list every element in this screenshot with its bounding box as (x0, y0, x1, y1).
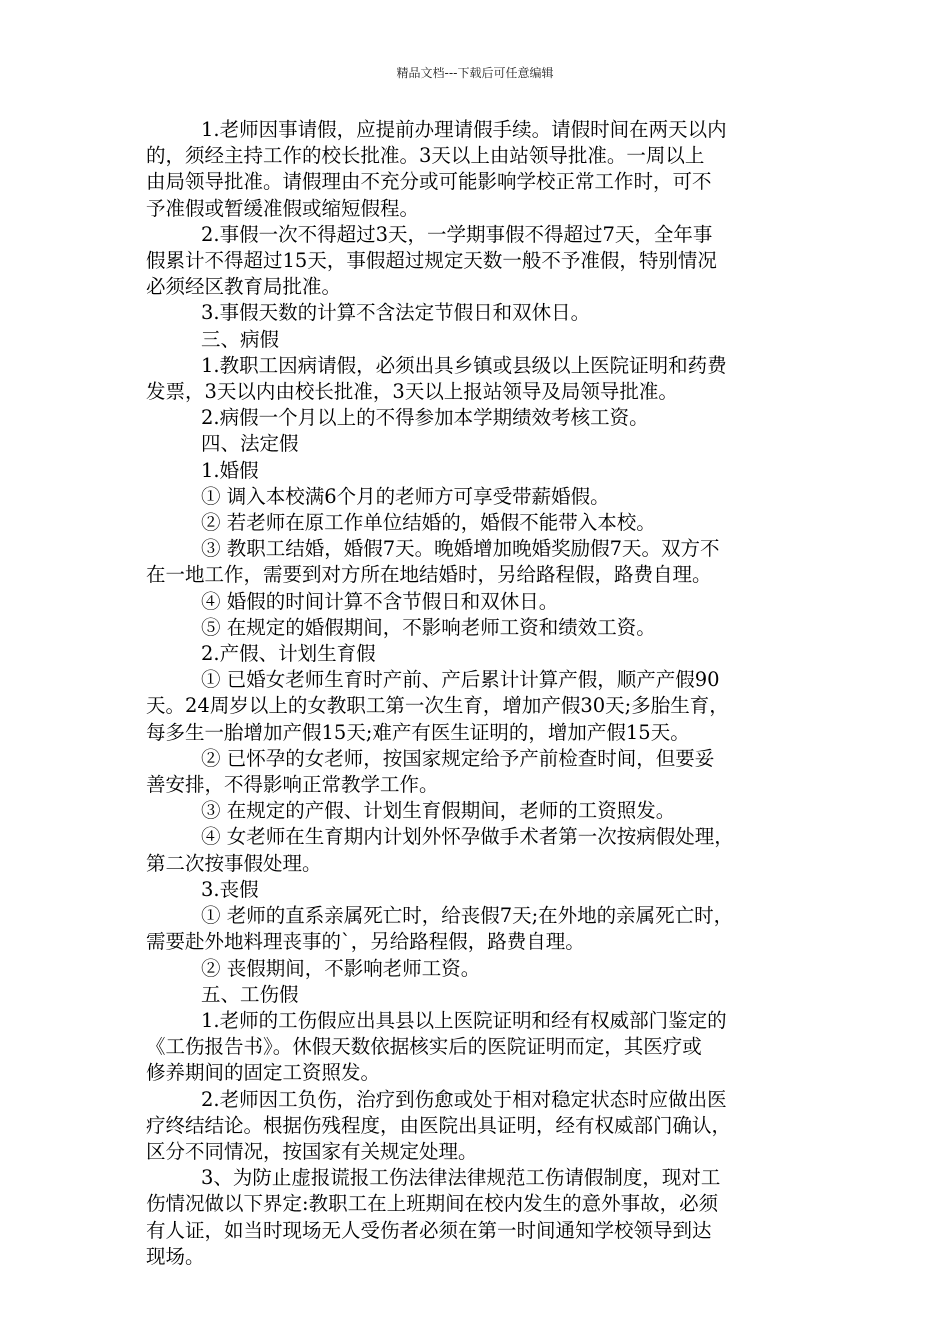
text-line: 善安排，不得影响正常教学工作。 (146, 773, 439, 797)
text-line: 四、法定假 (201, 432, 299, 456)
text-line: ③ 在规定的产假、计划生育假期间，老师的工资照发。 (201, 799, 676, 823)
text-line: 3.事假天数的计算不含法定节假日和双休日。 (201, 301, 591, 325)
text-line: ② 丧假期间，不影响老师工资。 (201, 956, 481, 980)
text-line: 现场。 (146, 1244, 205, 1268)
text-line: 的，须经主持工作的校长批准。3天以上由站领导批准。一周以上 (146, 144, 705, 168)
text-line: 由局领导批准。请假理由不充分或可能影响学校正常工作时，可不 (146, 170, 712, 194)
text-line: 修养期间的固定工资照发。 (146, 1061, 381, 1085)
text-line: 需要赴外地料理丧事的`，另给路程假，路费自理。 (146, 930, 585, 954)
text-line: ① 已婚女老师生育时产前、产后累计计算产假，顺产产假90 (201, 668, 720, 692)
text-line: ① 调入本校满6个月的老师方可享受带薪婚假。 (201, 484, 610, 508)
text-line: 3、为防止虚报谎报工伤法律法律规范工伤请假制度，现对工 (201, 1166, 721, 1190)
text-line: 天。24周岁以上的女教职工第一次生育，增加产假30天;多胎生育， (146, 694, 729, 718)
text-line: 伤情况做以下界定:教职工在上班期间在校内发生的意外事故，必须 (146, 1192, 719, 1216)
text-line: ② 若老师在原工作单位结婚的，婚假不能带入本校。 (201, 511, 656, 535)
text-line: 2.病假一个月以上的不得参加本学期绩效考核工资。 (201, 406, 649, 430)
text-line: 第二次按事假处理。 (146, 851, 322, 875)
text-line: 必须经区教育局批准。 (146, 275, 342, 299)
text-line: 1.婚假 (201, 458, 259, 482)
document-body (146, 117, 816, 1270)
text-line: 3.丧假 (201, 877, 259, 901)
text-line: 在一地工作，需要到对方所在地结婚时，另给路程假，路费自理。 (146, 563, 712, 587)
text-line: 五、工伤假 (201, 982, 299, 1006)
text-line: 区分不同情况，按国家有关规定处理。 (146, 1139, 478, 1163)
text-line: 有人证，如当时现场无人受伤者必须在第一时间通知学校领导到达 (146, 1218, 712, 1242)
text-line: ⑤ 在规定的婚假期间，不影响老师工资和绩效工资。 (201, 615, 656, 639)
text-line: 2.产假、计划生育假 (201, 642, 376, 666)
text-line: 假累计不得超过15天，事假超过规定天数一般不予准假，特别情况 (146, 249, 717, 273)
text-line: ④ 女老师在生育期内计划外怀孕做手术者第一次按病假处理， (201, 825, 734, 849)
text-line: ③ 教职工结婚，婚假7天。晚婚增加晚婚奖励假7天。双方不 (201, 537, 720, 561)
text-line: ④ 婚假的时间计算不含节假日和双休日。 (201, 589, 559, 613)
text-line: 三、病假 (201, 327, 280, 351)
text-line: 1.老师因事请假，应提前办理请假手续。请假时间在两天以内 (201, 118, 727, 141)
text-line: 每多生一胎增加产假15天;难产有医生证明的，增加产假15天。 (146, 720, 690, 744)
text-line: 发票，3天以内由校长批准，3天以上报站领导及局领导批准。 (146, 380, 678, 404)
text-line: 《工伤报告书》。休假天数依据核实后的医院证明而定，其医疗或 (146, 1035, 702, 1059)
text-line: 1.老师的工伤假应出具县以上医院证明和经有权威部门鉴定的 (201, 1008, 727, 1032)
text-line: 疗终结结论。根据伤残程度，由医院出具证明，经有权威部门确认， (146, 1113, 732, 1137)
text-line: 2.事假一次不得超过3天，一学期事假不得超过7天，全年事 (201, 222, 713, 246)
text-line: 予准假或暂缓准假或缩短假程。 (146, 196, 420, 220)
page-header: 精品文档---下载后可任意编辑 (396, 66, 554, 80)
text-line: ② 已怀孕的女老师，按国家规定给予产前检查时间，但要妥 (201, 746, 715, 770)
text-line: 1.教职工因病请假，必须出具乡镇或县级以上医院证明和药费 (201, 353, 727, 377)
text-line: ① 老师的直系亲属死亡时，给丧假7天;在外地的亲属死亡时， (201, 904, 734, 928)
text-line: 2.老师因工负伤，治疗到伤愈或处于相对稳定状态时应做出医 (201, 1087, 727, 1111)
